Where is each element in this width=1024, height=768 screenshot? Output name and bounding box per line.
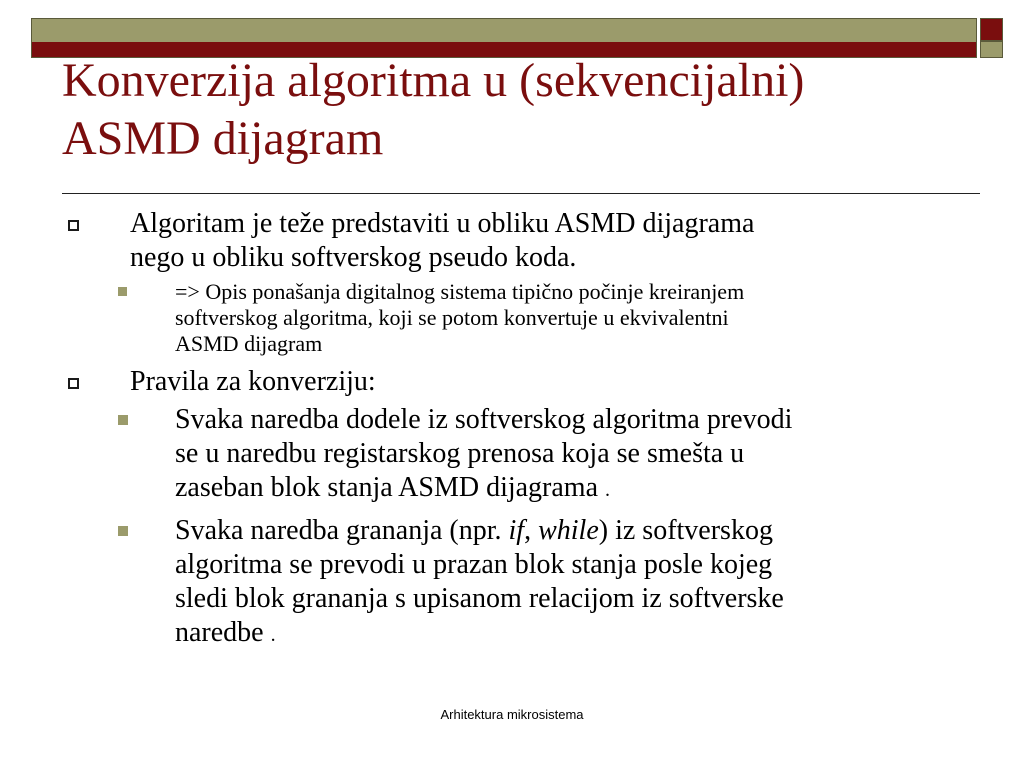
sub-bullet-1-1-line-3: ASMD dijagram (175, 331, 323, 356)
sub-bullet-2-2-line-1a: Svaka naredba grananja (npr. (175, 515, 509, 546)
sub-bullet-2-2-line-3: sledi blok grananja s upisanom relacijom iz softverske (175, 583, 784, 614)
sub-bullet-2-2-line-1b: ) iz softverskog (598, 515, 773, 546)
sub-bullet-1-1 (62, 279, 962, 357)
sub-bullet-2-1-line-2: se u naredbu registarskog prenosa koja se smešta u (175, 438, 745, 469)
bullet-1-text-line-2: nego u obliku softverskog pseudo koda. (130, 242, 577, 273)
sub-bullet-2-1-line-1: Svaka naredba dodele iz softverskog algoritma prevodi (175, 404, 793, 435)
title-divider (62, 193, 980, 194)
hollow-square-bullet-icon (68, 220, 79, 231)
slide-title-line-1: Konverzija algoritma u (sekvencijalni) (62, 54, 805, 107)
slide-title-line-2: ASMD dijagram (62, 112, 384, 165)
bullet-item-2 (62, 365, 962, 399)
sub-bullet-2-2-period: . (270, 624, 276, 646)
sub-bullet-2-2-comma: , (524, 515, 539, 546)
bullet-item-1 (62, 207, 962, 275)
sub-bullet-2-2 (62, 514, 962, 652)
corner-square-olive (980, 41, 1003, 58)
sub-bullet-1-1-line-2: softverskog algoritma, koji se potom konvertuje u ekvivalentni (175, 305, 729, 330)
bullet-2-text: Pravila za konverziju: (130, 366, 376, 397)
sub-bullet-1-1-line-1: => Opis ponašanja digitalnog sistema tipično počinje kreiranjem (175, 279, 745, 304)
sub-bullet-2-1-line-3: zaseban blok stanja ASMD dijagrama (175, 472, 599, 503)
slide-footer: Arhitektura mikrosistema (440, 707, 584, 722)
filled-square-bullet-icon (118, 526, 128, 536)
filled-square-bullet-icon (118, 415, 128, 425)
hollow-square-bullet-icon (68, 378, 79, 389)
slide-title (62, 52, 982, 168)
slide-body (62, 207, 962, 659)
sub-bullet-2-1-period: . (605, 479, 611, 501)
filled-square-bullet-icon (118, 287, 127, 296)
corner-square-maroon (980, 18, 1003, 41)
sub-bullet-2-1 (62, 403, 962, 507)
keyword-if: if (508, 515, 525, 546)
sub-bullet-2-2-line-2: algoritma se prevodi u prazan blok stanja posle kojeg (175, 549, 773, 580)
keyword-while: while (538, 515, 599, 546)
sub-bullet-2-2-line-4: naredbe (175, 617, 264, 648)
bullet-1-text-line-1: Algoritam je teže predstaviti u obliku ASMD dijagrama (130, 208, 755, 239)
header-bar-olive-stripe (32, 19, 976, 42)
